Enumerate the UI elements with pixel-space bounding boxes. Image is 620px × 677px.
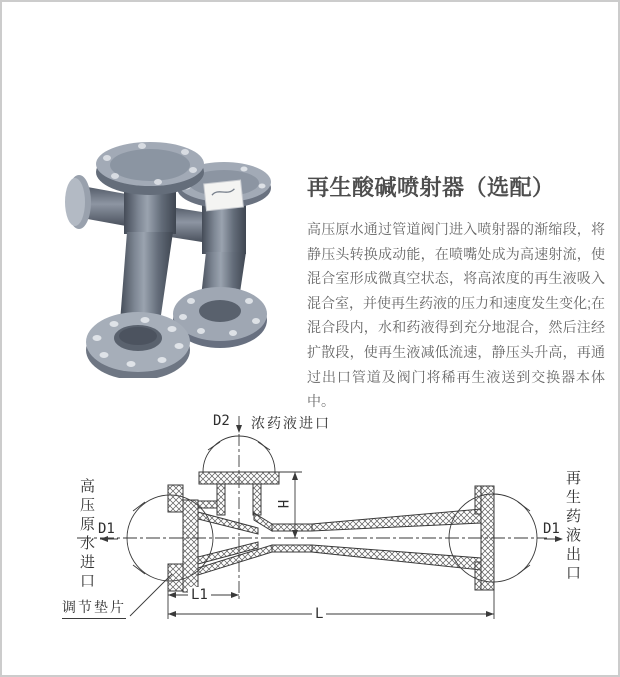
dim-d2-label: D2 [213, 413, 230, 429]
top-inlet-label: 浓药液进口 [251, 415, 331, 431]
product-photo [24, 12, 302, 378]
left-ejector [65, 142, 204, 378]
venturi-body [168, 472, 494, 592]
description-text: 高压原水通过管道阀门进入喷射器的渐缩段，将静压头转换成动能，在喷嘴处成为高速射流，使混合室形成微真空状态，将高浓度的再生液吸入混合室，并使再生药液的压力和速度发生变化;在混合段内，水和药液得到充分地混合，然后注经扩散段，使再生液减低流速，静压头升高，再通过出口管道及阀门将稀再生液送到交换器本体中。 [307, 221, 605, 410]
dim-h-label: H [274, 499, 291, 509]
left-inlet-label: 高压原水进口 [78, 478, 95, 592]
dim-l1-label: L1 [188, 587, 211, 603]
shim-label: 调节垫片 [62, 597, 126, 619]
dim-l-label: L [312, 606, 326, 622]
adjusting-shim-location [168, 485, 183, 512]
right-outlet-label: 再生药液出口 [564, 470, 581, 584]
product-label-sticker [204, 180, 244, 211]
dim-d1-right-label: D1 [543, 521, 560, 537]
dim-d1-left-label: D1 [98, 521, 115, 537]
page-title: 再生酸碱喷射器（选配） [307, 174, 555, 200]
